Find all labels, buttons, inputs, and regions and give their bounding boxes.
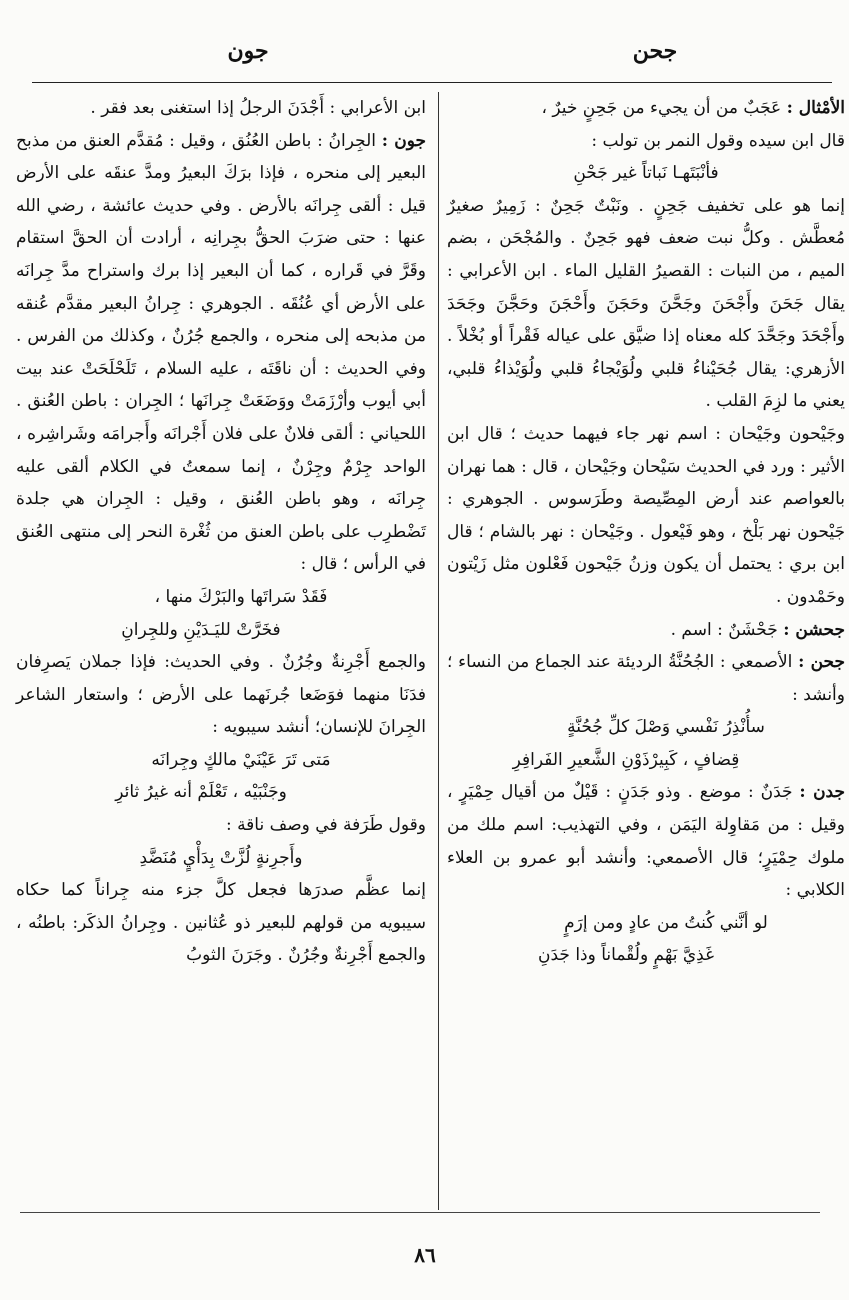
paragraph [447, 125, 845, 158]
verse-line: وجَنْبَيْه ، تَعْلَمْ أنه غيرُ ثائرِ [115, 782, 287, 803]
entry-text: قال ابن سيده وقول النمر بن تولب : [591, 130, 845, 151]
entry-text: والجمع أَجْرِنةٌ وجُرُنٌ . وفي الحديث: فإذا جملان يَصرِفان فدَنَا منهما فوَضَعا جُرنَهما على الأرض ؛ واستعار الشاعر الجِرانَ للإنسان؛ أنشد سيبويه : [16, 652, 426, 738]
paragraph [16, 92, 426, 125]
entry-text: وقول طَرَفة في وصف ناقة : [225, 815, 426, 836]
verse-line: فأنْبَتَهـا نَباتاً غير جَحْنِ [573, 163, 719, 184]
paragraph [16, 874, 426, 972]
verse-line: فَقَدْ سَراتَها والبَرْكَ منها ، [154, 586, 328, 607]
headword: جدن : [799, 782, 845, 803]
paragraph [447, 646, 845, 711]
column-divider [438, 92, 439, 1210]
running-head-right: جحن [632, 38, 678, 64]
entry-text: وجَيْحون وجَيْحان : اسم نهر جاء فيهما حديث ؛ قال ابن الأثير : ورد في الحديث سَيْحان وجَيْحان ، قال : هما نهران بالعواصم عند أرض المِصِّيصة وطَرَسوس . الجوهري : جَيْحون نهر بَلْخ ، وهو فَيْعول . وجَيْحان : نهر بالشام ؛ قال ابن بري : يحتمل أن يكون وزنُ جَيْحون فَعْلون مثل زَيْتون وحَمْدون . [447, 423, 845, 607]
verse-line: لو أنَّني كُنتُ من عادٍ ومن إرَمٍ [564, 912, 768, 933]
entry-text: جَحْشَنٌ : اسم . [670, 619, 778, 640]
verse-line: وأَجرِنةٍ لُزَّتْ بِدَأْيٍ مُنَضَّدِ [139, 847, 303, 868]
headword: جحن : [798, 652, 845, 673]
verse-line: فخَرَّتْ لليَـدَيْنِ وللجِرانِ [121, 619, 281, 640]
verse-line: سأُنْذِرُ نَفْسي وَصْلَ كلِّ جُحُنَّةٍ [567, 717, 765, 738]
verse-line: مَتى تَرَ عَيْنَيْ مالكٍ وجِرانَه [151, 749, 331, 770]
entry-text: إنما عظَّم صدرَها فجعل كلَّ جزء منه جِراناً كما حكاه سيبويه من قولهم للبعير ذو عُثانين . وجِرانُ الذكَر: باطنُه ، والجمع أَجْرِنةٌ وجُرُنٌ . وجَرَنَ الثوبُ [16, 880, 426, 966]
page-number: ٨٦ [414, 1243, 436, 1267]
right-text-column [447, 92, 845, 972]
headword: الأمْثال : [786, 98, 845, 118]
paragraph [447, 92, 845, 125]
entry-text: الجِرانُ : باطن العُنُق ، وقيل : مُقدَّم العنق من مذبح البعير إلى منحره ، فإذا برَكَ البعيرُ ومدَّ عنقَه على الأرض قيل : ألقى جِرانَه بالأرض . وفي حديث عائشة ، رضي الله عنها : حتى ضرَبَ الحقُّ بجِرانِه ، أرادت أن الحقَّ استقام وقَرَّ في قَراره ، كما أن البعير إذا برك واستراح مدَّ جِرانَه على الأرض أي عُنُقَه . الجوهري : جِرانُ البعير مقدَّم عُنقه من مذبحه إلى منحره ، والجمع جُرُنٌ ، وكذلك من الفرس . وفي الحديث : أن ناقَتَه ، عليه السلام ، تَلَحْلَحَتْ عند بيت أبي أيوب وأرْزَمَتْ ووَضَعَتْ جِرانَها ؛ الجِران : باطن العُنق . اللحياني : ألقى فلانٌ على فلان أَجْرانَه وأَجرامَه وشَراشِره ، الواحد جِرْمٌ وجِرْنٌ ، إنما سمعتُ في الكلام ألقى عليه جِرانَه ، وهو باطن العُنق ، وقيل : الجِران هي جلدة تَضْطرِب على باطن العنق من ثُغْرة النحر إلى منتهى العُنق في الرأس ؛ قال : [16, 130, 426, 575]
verse-line: غَذِيَّ بَهْمٍ ولُقْماناً وذا جَدَنِ [538, 945, 714, 966]
paragraph [16, 809, 426, 842]
paragraph [447, 190, 845, 418]
headword: جون : [381, 130, 426, 151]
paragraph [447, 614, 845, 647]
paragraph [16, 125, 426, 581]
paragraph [16, 646, 426, 744]
footer-rule [20, 1212, 820, 1213]
entry-text: عَجَبٌ من أن يجيء من جَحِنٍ خيرٌ ، [541, 98, 782, 118]
entry-text: إنما هو على تخفيف جَحِنٍ . ونَبْتٌ جَحِنٌ : زَمِيرٌ صغيرٌ مُعطَّش . وكلُّ نبت ضعف فهو جَحِنٌ . والمُجْحَن ، بضم الميم ، من النبات : القصيرُ القليل الماء . ابن الأعرابي : يقال جَحَنَ وأَجْحَنَ وجَحَّنَ وحَجَنَ وأَحْجَنَ وحَجَّنَ وجَحَدَ وأَجْحَدَ وجَحَّدَ كله معناه إذا ضيَّق على عياله فَقْراً أو بُخْلاً . الأزهري: يقال جُحَيْناءُ قلبي ولُوَيْجاءُ قلبي ولُوَيْذاءُ قلبي، يعني ما لزِمَ القلب . [447, 195, 845, 412]
header-rule [32, 82, 832, 83]
entry-text: جَدَنٌ : موضع . وذو جَدَنٍ : قَيْلٌ من أقيال حِمْيَرٍ ، وقيل : من مَقاوِلة اليَمَن ، وفي التهذيب: اسم ملك من ملوك حِمْيَرٍ؛ قال الأصمعي: وأنشد أبو عمرو بن العلاء الكلابي : [447, 782, 845, 901]
paragraph [447, 418, 845, 614]
entry-text: ابن الأعرابي : أَجْدَنَ الرجلُ إذا استغنى بعد فقر . [90, 98, 426, 118]
entry-text: الأصمعي : الجُحُنَّةُ الرديئة عند الجماع من النساء ؛ وأنشد : [447, 652, 845, 705]
running-head-left: جون [227, 38, 269, 64]
verse-line: قِضافٍ ، كَبِيرْذَوْنِ الشَّعيرِ الفَرافِرِ [512, 749, 740, 770]
paragraph [447, 776, 845, 906]
left-text-column [16, 92, 426, 972]
headword: جحشن : [783, 619, 845, 640]
